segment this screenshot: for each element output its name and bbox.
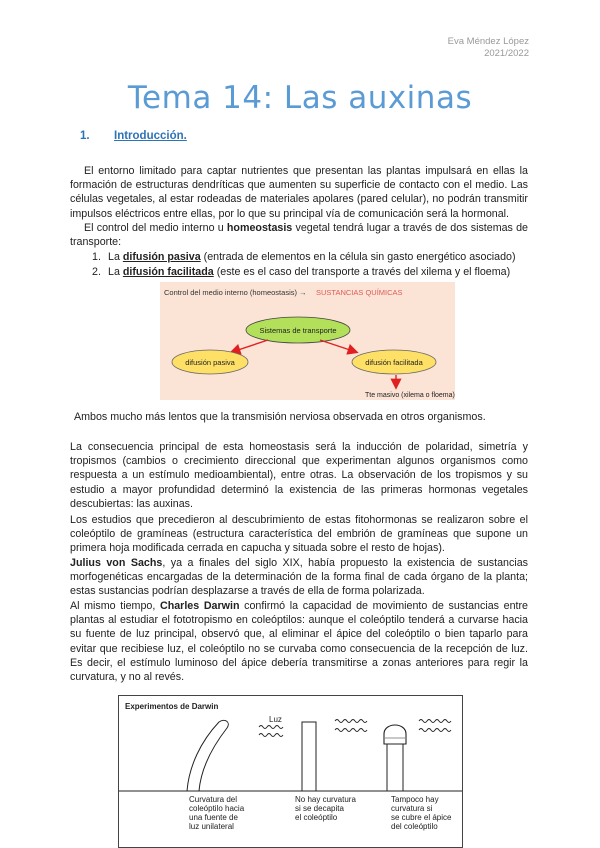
bold-term: homeostasis xyxy=(226,222,293,234)
light-ray xyxy=(335,720,367,723)
light-ray xyxy=(419,729,451,732)
list-item xyxy=(92,265,510,279)
paragraph-darwin xyxy=(70,599,528,684)
caption-line: luz unilateral xyxy=(189,822,234,831)
section-number: 1. xyxy=(80,130,90,142)
caption-line: del coleóptilo xyxy=(391,822,438,831)
section-heading xyxy=(80,130,187,142)
caption-line: el coleóptilo xyxy=(295,813,338,822)
light-label: Luz xyxy=(269,715,282,724)
bold-term: difusión facilitada xyxy=(122,266,214,278)
list-number: 1. xyxy=(92,251,101,263)
light-ray xyxy=(259,726,283,729)
caption-line: si se decapita xyxy=(295,804,344,813)
caption-line: Curvatura del xyxy=(189,795,238,804)
diagram-header: Control del medio interno (homeostasis) → xyxy=(164,288,307,297)
paragraph-studies: Los estudios que precedieron al descubrimiento de estas fitohormonas se realizaron sobre el coleóptilo de gramíneas (estructura característica del embrión de gramíneas que supone un primera hoja modificada cerrada en capucha y situada sobre el resto de hojas). xyxy=(70,514,528,555)
darwin-experiments-svg xyxy=(119,696,463,848)
caption-line: se cubre el ápice xyxy=(391,813,452,822)
caption-line: coleóptilo hacia xyxy=(189,804,245,813)
caption-line: una fuente de xyxy=(189,813,238,822)
facilitated-label: difusión facilitada xyxy=(365,358,423,367)
tip-cover xyxy=(384,725,406,744)
text-span: Al mismo tiempo, xyxy=(70,600,160,612)
caption-line: Tampoco hay xyxy=(391,795,439,804)
homeostasis-diagram xyxy=(160,282,455,400)
author-name: Eva Méndez López xyxy=(447,36,529,47)
list-item xyxy=(92,250,516,264)
page-title: Tema 14: Las auxinas xyxy=(127,80,473,116)
text-span: La xyxy=(108,266,123,278)
arrow-right xyxy=(320,340,356,352)
text-span: El control del medio interno u xyxy=(84,222,227,234)
light-ray xyxy=(419,720,451,723)
paragraph-consequence: La consecuencia principal de esta homeostasis será la inducción de polaridad, simetría y tropismos (cambios o crecimiento direccional que experimentan algunos organismos como respuesta a un estímulo medioambiental), entre otras. La observación de los tropismos y su estudio a mayor profundidad determinó la existencia de las primeras hormonas vegetales descubiertas: las auxinas. xyxy=(70,441,528,510)
paragraph-comparison: Ambos mucho más lentos que la transmisión nerviosa observada en otros organismos. xyxy=(74,411,486,423)
diagram-header-highlight: SUSTANCIAS QUÍMICAS xyxy=(316,288,403,297)
transport-label: Sistemas de transporte xyxy=(259,326,337,335)
coleoptile-curved xyxy=(187,720,228,791)
paragraph-sachs xyxy=(70,556,528,599)
text-span: La xyxy=(108,251,123,263)
caption-line: No hay curvatura xyxy=(295,795,356,804)
text-span: , ya a finales del siglo XIX, había propuesto la existencia de sustancias morfogenéticas encargadas de la determinación de la forma final de cada órgano de la planta; estas sustancias podrían desplazarse a través de ella de forma polarizada. xyxy=(70,557,529,598)
passive-label: difusión pasiva xyxy=(185,358,235,367)
figure-title: Experimentos de Darwin xyxy=(125,702,219,711)
homeostasis-diagram-svg xyxy=(160,282,455,400)
paragraph-intro: El entorno limitado para captar nutrientes que presentan las plantas impulsará en ellas la formación de estructuras dendríticas que aumenten su superficie de contacto con el medio. Las células vegetales, al estar rodeadas de materiales apolares (pared celular), no podrán transmitir impulsos eléctricos entre ellas, por lo que su principal vía de comunicación será la hormonal. xyxy=(70,165,528,220)
paragraph-homeostasis xyxy=(70,221,528,249)
darwin-experiments-figure xyxy=(118,695,463,848)
author-info xyxy=(448,36,529,60)
text-span: vegetal tendrá lugar a través de dos sistemas de transporte: xyxy=(70,222,528,249)
section-label: Introducción. xyxy=(114,130,187,142)
bold-name: Charles Darwin xyxy=(159,600,240,612)
caption-line: curvatura si xyxy=(391,804,433,813)
academic-year: 2021/2022 xyxy=(484,48,529,59)
mass-transport-label: Tte masivo (xilema o floema) xyxy=(365,392,455,399)
coleoptile-decapitated xyxy=(302,722,316,791)
light-ray xyxy=(259,734,283,737)
arrow-left xyxy=(232,340,268,352)
text-span: (entrada de elementos en la célula sin gasto energético asociado) xyxy=(200,251,516,263)
bold-name: Julius von Sachs xyxy=(70,557,163,569)
light-ray xyxy=(335,729,367,732)
text-span: (este es el caso del transporte a través del xilema y el floema) xyxy=(213,266,511,278)
text-span: confirmó la capacidad de movimiento de sustancias entre plantas al estudiar el fototropismo en coleóptilos: aunque el coleóptilo tenderá a curvarse hacia su fuente de luz principal, observó que, al eliminar el ápice del coleóptilo o bien taparlo para evitar que recibiese luz, el coleóptilo no se curvaba como consecuencia de la recepción de luz. Es decir, el estímulo luminoso del ápice debería transmitirse a zonas anteriores para regir la curvatura, y no al revés. xyxy=(70,600,528,684)
bold-term: difusión pasiva xyxy=(122,251,201,263)
list-number: 2. xyxy=(92,266,101,278)
